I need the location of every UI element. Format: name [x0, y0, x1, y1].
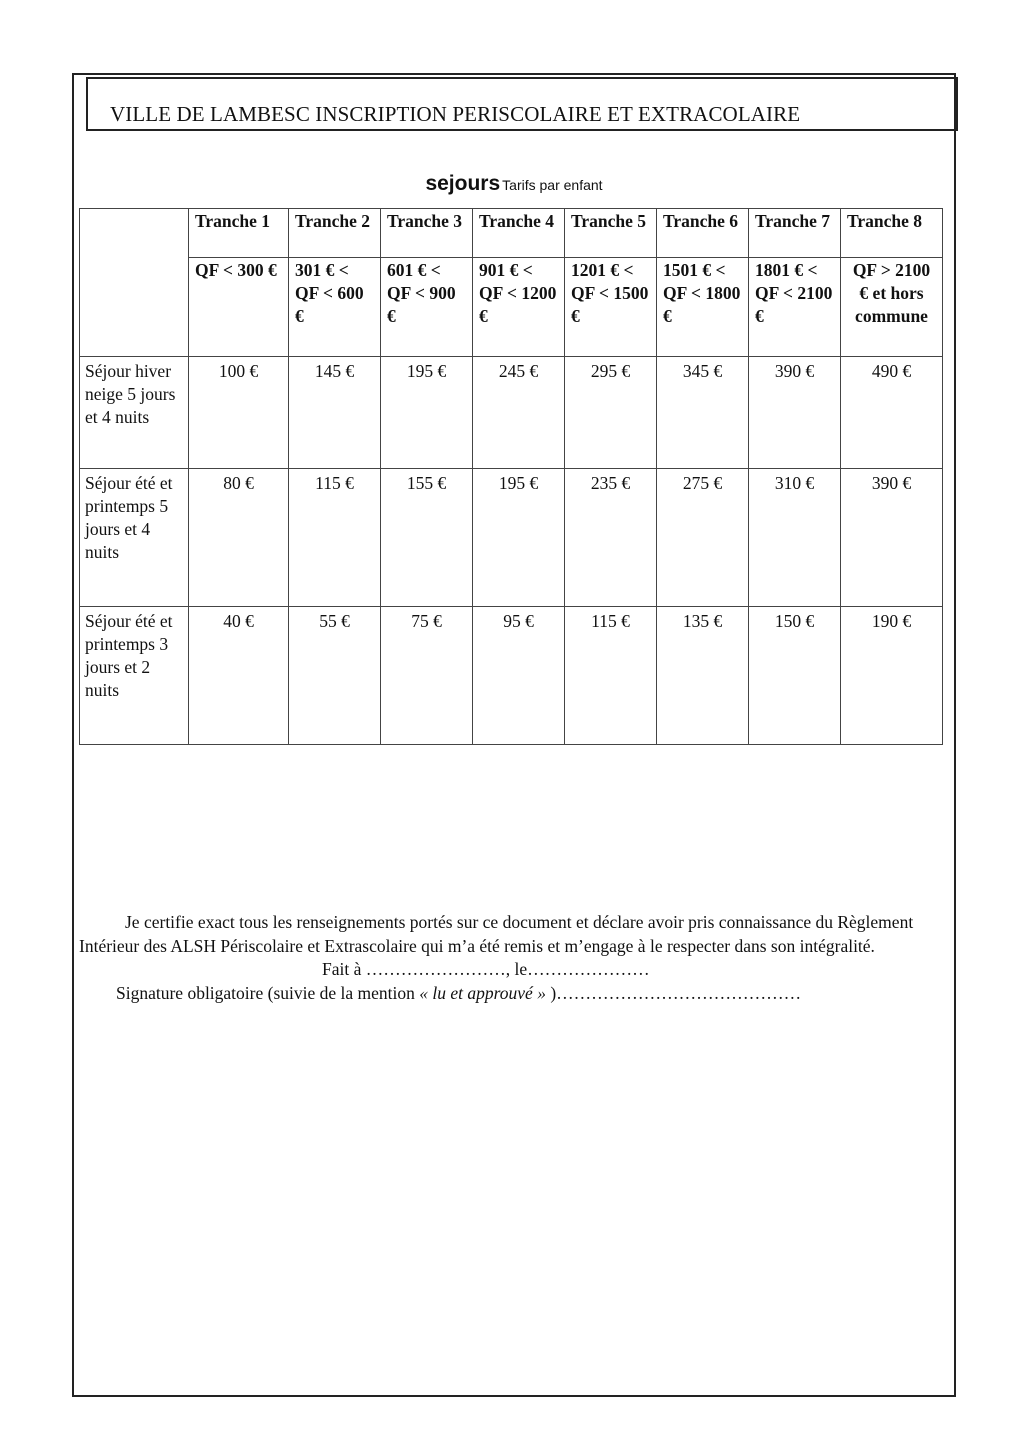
price-cell: 295 € [565, 357, 657, 469]
qf-range: 901 € < QF < 1200 € [473, 258, 565, 357]
declaration-block [79, 911, 945, 1005]
tranche-header: Tranche 1 [189, 209, 289, 258]
price-cell: 75 € [381, 607, 473, 745]
tranche-header: Tranche 8 [841, 209, 943, 258]
price-cell: 190 € [841, 607, 943, 745]
tranche-header: Tranche 5 [565, 209, 657, 258]
price-cell: 195 € [473, 469, 565, 607]
tranche-header-row [80, 209, 943, 258]
sejour-label: Séjour été et printemps 5 jours et 4 nuits [80, 469, 189, 607]
price-cell: 100 € [189, 357, 289, 469]
declaration-text: Je certifie exact tous les renseignements portés sur ce document et déclare avoir pris connaissance du Règlement Intérieur des ALSH Périscolaire et Extrascolaire qui m’a été remis et m’engage à le respecter dans son intégralité. [79, 912, 914, 956]
price-cell: 275 € [657, 469, 749, 607]
section-title: sejours [425, 172, 501, 195]
qf-header-row [80, 258, 943, 357]
qf-range: QF > 2100 € et hors commune [841, 258, 943, 357]
qf-range: 601 € < QF < 900 € [381, 258, 473, 357]
price-cell: 115 € [565, 607, 657, 745]
empty-corner-cell [80, 209, 189, 357]
tarifs-table [79, 208, 943, 745]
price-cell: 490 € [841, 357, 943, 469]
qf-range: 1801 € < QF < 2100 € [749, 258, 841, 357]
price-cell: 80 € [189, 469, 289, 607]
tranche-header: Tranche 3 [381, 209, 473, 258]
price-cell: 95 € [473, 607, 565, 745]
price-cell: 195 € [381, 357, 473, 469]
price-cell: 150 € [749, 607, 841, 745]
sejour-label: Séjour hiver neige 5 jours et 4 nuits [80, 357, 189, 469]
price-cell: 235 € [565, 469, 657, 607]
price-cell: 310 € [749, 469, 841, 607]
qf-range: 301 € < QF < 600 € [289, 258, 381, 357]
tranche-header: Tranche 7 [749, 209, 841, 258]
price-cell: 40 € [189, 607, 289, 745]
price-cell: 55 € [289, 607, 381, 745]
price-cell: 390 € [841, 469, 943, 607]
section-subtitle: Tarifs par enfant [502, 177, 603, 193]
price-cell: 345 € [657, 357, 749, 469]
price-cell: 390 € [749, 357, 841, 469]
price-cell: 115 € [289, 469, 381, 607]
signature-line [79, 982, 945, 1006]
price-cell: 135 € [657, 607, 749, 745]
document-title: VILLE DE LAMBESC INSCRIPTION PERISCOLAIRE ET EXTRACOLAIRE [110, 102, 801, 126]
qf-range: 1501 € < QF < 1800 € [657, 258, 749, 357]
signature-mention: « lu et approuvé » [419, 982, 546, 1003]
tranche-header: Tranche 2 [289, 209, 381, 258]
table-row [80, 607, 943, 745]
price-cell: 155 € [381, 469, 473, 607]
table-row [80, 469, 943, 607]
tranche-header: Tranche 4 [473, 209, 565, 258]
qf-range: 1201 € < QF < 1500 € [565, 258, 657, 357]
qf-range: QF < 300 € [189, 258, 289, 357]
table-row [80, 357, 943, 469]
tranche-header: Tranche 6 [657, 209, 749, 258]
section-heading [0, 172, 1024, 196]
signature-prefix: Signature obligatoire (suivie de la mention [116, 982, 420, 1003]
price-cell: 245 € [473, 357, 565, 469]
sejour-label: Séjour été et printemps 3 jours et 2 nuits [80, 607, 189, 745]
signature-suffix: )…………………………………… [545, 982, 802, 1003]
price-cell: 145 € [289, 357, 381, 469]
fait-a-line: Fait à ……………………, le………………… [322, 959, 650, 979]
